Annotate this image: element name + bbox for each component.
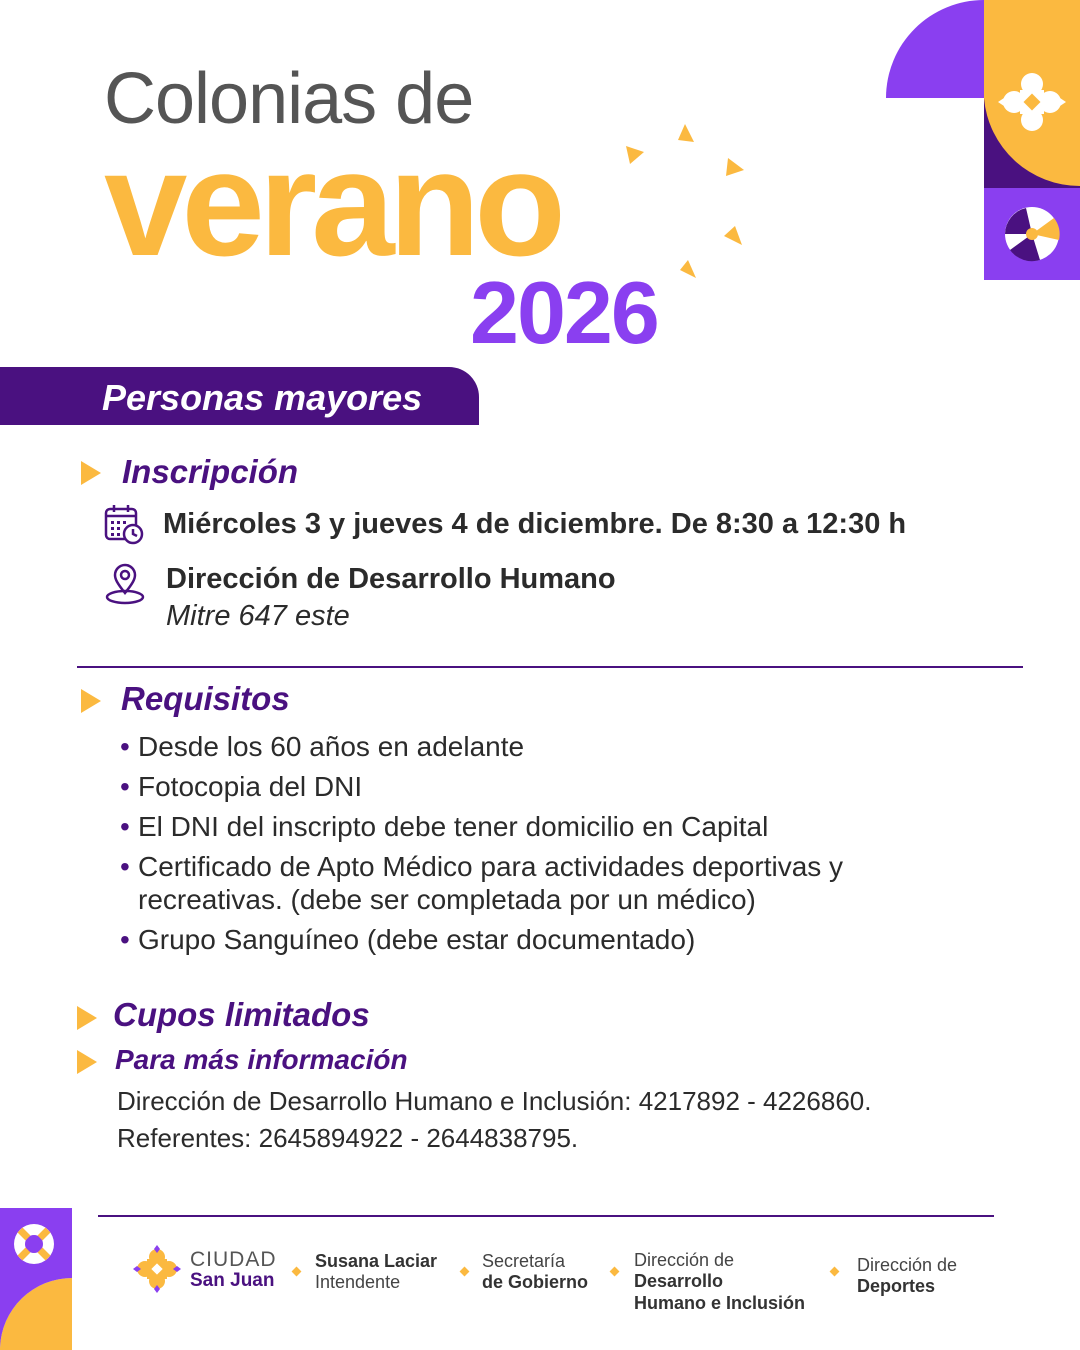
location-pin-icon	[103, 563, 147, 607]
footer-dhi-line3: Humano e Inclusión	[634, 1293, 806, 1313]
info-contact-line: Dirección de Desarrollo Humano e Inclusión: 4217892 - 4226860.	[117, 1086, 872, 1116]
inscripcion-place-name: Dirección de Desarrollo Humano	[166, 563, 616, 595]
section-divider	[77, 666, 1023, 668]
title-year: 2026	[470, 263, 658, 362]
corner-decoration-top	[886, 0, 1080, 280]
footer-separator	[292, 1267, 302, 1277]
footer-separator	[460, 1267, 470, 1277]
list-item: • El DNI del inscripto debe tener domicilio en Capital	[120, 811, 769, 842]
footer-deportes-line2: Deportes	[857, 1276, 936, 1296]
footer-ciudad-line1: CIUDAD	[190, 1248, 277, 1271]
inscripcion-place-address: Mitre 647 este	[166, 600, 350, 632]
arrow-icon	[81, 461, 101, 485]
requisitos-heading: Requisitos	[121, 680, 290, 717]
lifebuoy-icon	[14, 1224, 54, 1264]
arrow-icon	[81, 689, 101, 713]
info-referentes-line: Referentes: 2645894922 - 2644838795.	[117, 1123, 579, 1153]
footer-ciudad-line2: San Juan	[190, 1270, 275, 1291]
inscripcion-heading: Inscripción	[122, 453, 299, 490]
audience-banner	[0, 367, 479, 425]
audience-banner-label: Personas mayores	[102, 377, 423, 418]
requisitos-list	[120, 730, 980, 963]
footer-divider	[98, 1215, 994, 1217]
ciudad-logo-icon	[133, 1245, 181, 1293]
inscripcion-date: Miércoles 3 y jueves 4 de diciembre. De 8:30 a 12:30 h	[163, 508, 907, 540]
corner-decoration-bottom	[0, 1208, 72, 1350]
arrow-icon	[77, 1050, 97, 1074]
list-item: • Fotocopia del DNI	[120, 771, 363, 802]
cupos-heading: Cupos limitados	[113, 996, 370, 1033]
footer-secretaria-line1: Secretaría	[482, 1251, 566, 1271]
footer-separator	[830, 1267, 840, 1277]
footer-dhi-line1: Dirección de	[634, 1250, 735, 1270]
calendar-clock-icon	[103, 503, 145, 545]
title-verano: verano	[104, 119, 560, 287]
list-item: • Certificado de Apto Médico para actividades deportivas y recreativas. (debe ser completada por un médico)	[120, 851, 844, 915]
footer-intendente-role: Intendente	[315, 1272, 401, 1292]
footer-intendente-name: Susana Laciar	[315, 1251, 438, 1271]
footer-deportes-line1: Dirección de	[857, 1255, 958, 1275]
list-item: • Desde los 60 años en adelante	[120, 731, 525, 762]
list-item: • Grupo Sanguíneo (debe estar documentado)	[120, 924, 696, 955]
arrow-icon	[77, 1006, 97, 1030]
footer-dhi-line2: Desarrollo	[634, 1271, 724, 1291]
info-heading: Para más información	[115, 1044, 408, 1075]
title-colonias: Colonias de	[104, 59, 474, 139]
footer-secretaria-line2: de Gobierno	[482, 1272, 589, 1292]
footer-separator	[610, 1267, 620, 1277]
